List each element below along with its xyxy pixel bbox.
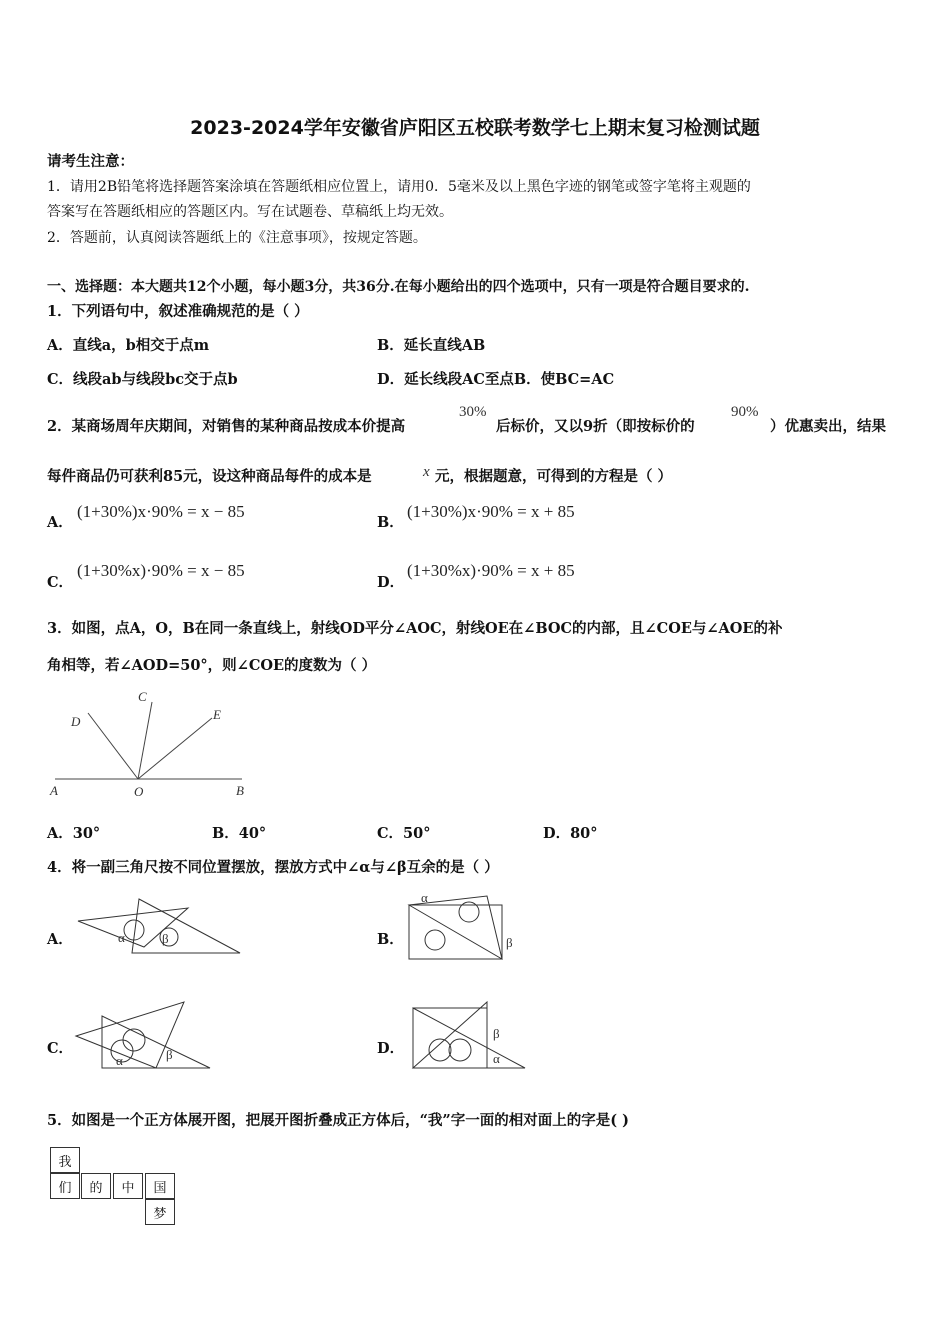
q4-option-a-label: A． — [47, 931, 73, 948]
cube-face-wo: 我 — [50, 1147, 80, 1173]
q2-line2-a: 每件商品仍可获利85元，设这种商品每件的成本是 — [47, 468, 372, 485]
notice-line1: 1．请用2B铅笔将选择题答案涂填在答题纸相应位置上，请用0．5毫米及以上黑色字迹的钢笔或签字笔将主观题的 — [47, 179, 751, 195]
cube-face-men: 们 — [50, 1173, 80, 1199]
q4-figure-b — [405, 888, 525, 963]
q1-option-c: C．线段ab与线段bc交于点b — [47, 371, 238, 388]
q2-pct-30: 30% — [459, 404, 487, 420]
alpha-symbol: α — [116, 1053, 123, 1068]
q2-option-b-equation: (1+30%)x·90% = x + 85 — [407, 502, 575, 521]
q3-line2: 角相等，若∠AOD=50°，则∠COE的度数为（ ） — [47, 657, 377, 674]
notice-heading: 请考生注意： — [47, 153, 134, 170]
alpha-symbol: α — [118, 930, 125, 945]
q3-figure — [40, 685, 260, 805]
beta-symbol: β — [166, 1047, 173, 1062]
beta-symbol: β — [493, 1026, 500, 1041]
q4-stem: 4．将一副三角尺按不同位置摆放，摆放方式中∠α与∠β互余的是（ ） — [47, 859, 499, 876]
beta-symbol: β — [506, 935, 513, 950]
q3-option-b: B．40° — [212, 825, 267, 842]
q1-option-b: B．延长直线AB — [377, 337, 486, 354]
label-e: E — [213, 707, 221, 722]
cube-face-zhong: 中 — [113, 1173, 143, 1199]
q2-line2-b: 元，根据题意，可得到的方程是（ ） — [435, 468, 673, 485]
q4-figure-d — [405, 998, 530, 1073]
label-a: A — [50, 783, 58, 798]
alpha-symbol: α — [493, 1051, 500, 1066]
cube-face-guo: 国 — [145, 1173, 175, 1199]
label-d: D — [71, 714, 81, 729]
section-heading: 一、选择题：本大题共12个小题，每小题3分，共36分.在每小题给出的四个选项中，只有一项是符合题目要求的. — [47, 279, 750, 295]
notice-line1b: 答案写在答题纸相应的答题区内。写在试题卷、草稿纸上均无效。 — [47, 204, 453, 220]
q2-stem-a: 2．某商场周年庆期间，对销售的某种商品按成本价提高 — [47, 418, 406, 435]
q4-option-b-label: B． — [377, 931, 404, 948]
q2-option-c-equation: (1+30%x)·90% = x − 85 — [77, 561, 245, 580]
q1-option-d: D．延长线段AC至点B．使BC=AC — [377, 371, 615, 388]
q2-option-b-label: B． — [377, 514, 404, 531]
q2-var-x: x — [423, 464, 430, 480]
q3-option-a: A．30° — [47, 825, 101, 842]
q3-line1: 3．如图，点A，O，B在同一条直线上，射线OD平分∠AOC，射线OE在∠BOC的内部，且∠COE与∠AOE的补 — [47, 620, 783, 637]
q4-figure-a — [74, 895, 244, 960]
q3-option-d: D．80° — [543, 825, 598, 842]
q1-option-a: A．直线a，b相交于点m — [47, 337, 210, 354]
q1-stem: 1．下列语句中，叙述准确规范的是（ ） — [47, 303, 309, 320]
q2-option-c-label: C． — [47, 574, 74, 591]
label-b: B — [236, 783, 244, 798]
q2-option-d-equation: (1+30%x)·90% = x + 85 — [407, 561, 575, 580]
q3-option-c: C．50° — [377, 825, 431, 842]
q2-pct-90: 90% — [731, 404, 759, 420]
cube-face-de: 的 — [81, 1173, 111, 1199]
q2-option-a-label: A． — [47, 514, 73, 531]
q4-option-d-label: D． — [377, 1040, 405, 1057]
q2-stem-b: 后标价，又以9折（即按标价的 — [496, 418, 695, 435]
beta-symbol: β — [162, 931, 169, 946]
label-c: C — [138, 689, 147, 704]
q2-option-a-equation: (1+30%)x·90% = x − 85 — [77, 502, 245, 521]
q2-stem-c: ）优惠卖出，结果 — [770, 418, 886, 435]
alpha-symbol: α — [421, 890, 428, 905]
page-title: 2023-2024学年安徽省庐阳区五校联考数学七上期末复习检测试题 — [190, 117, 760, 139]
q2-option-d-label: D． — [377, 574, 405, 591]
notice-line2: 2．答题前，认真阅读答题纸上的《注意事项》，按规定答题。 — [47, 230, 427, 246]
label-o: O — [134, 784, 144, 799]
q4-figure-c — [74, 998, 214, 1073]
q4-option-c-label: C． — [47, 1040, 74, 1057]
q5-stem: 5．如图是一个正方体展开图，把展开图折叠成正方体后，“我”字一面的相对面上的字是( ) — [47, 1112, 630, 1129]
cube-face-meng: 梦 — [145, 1199, 175, 1225]
